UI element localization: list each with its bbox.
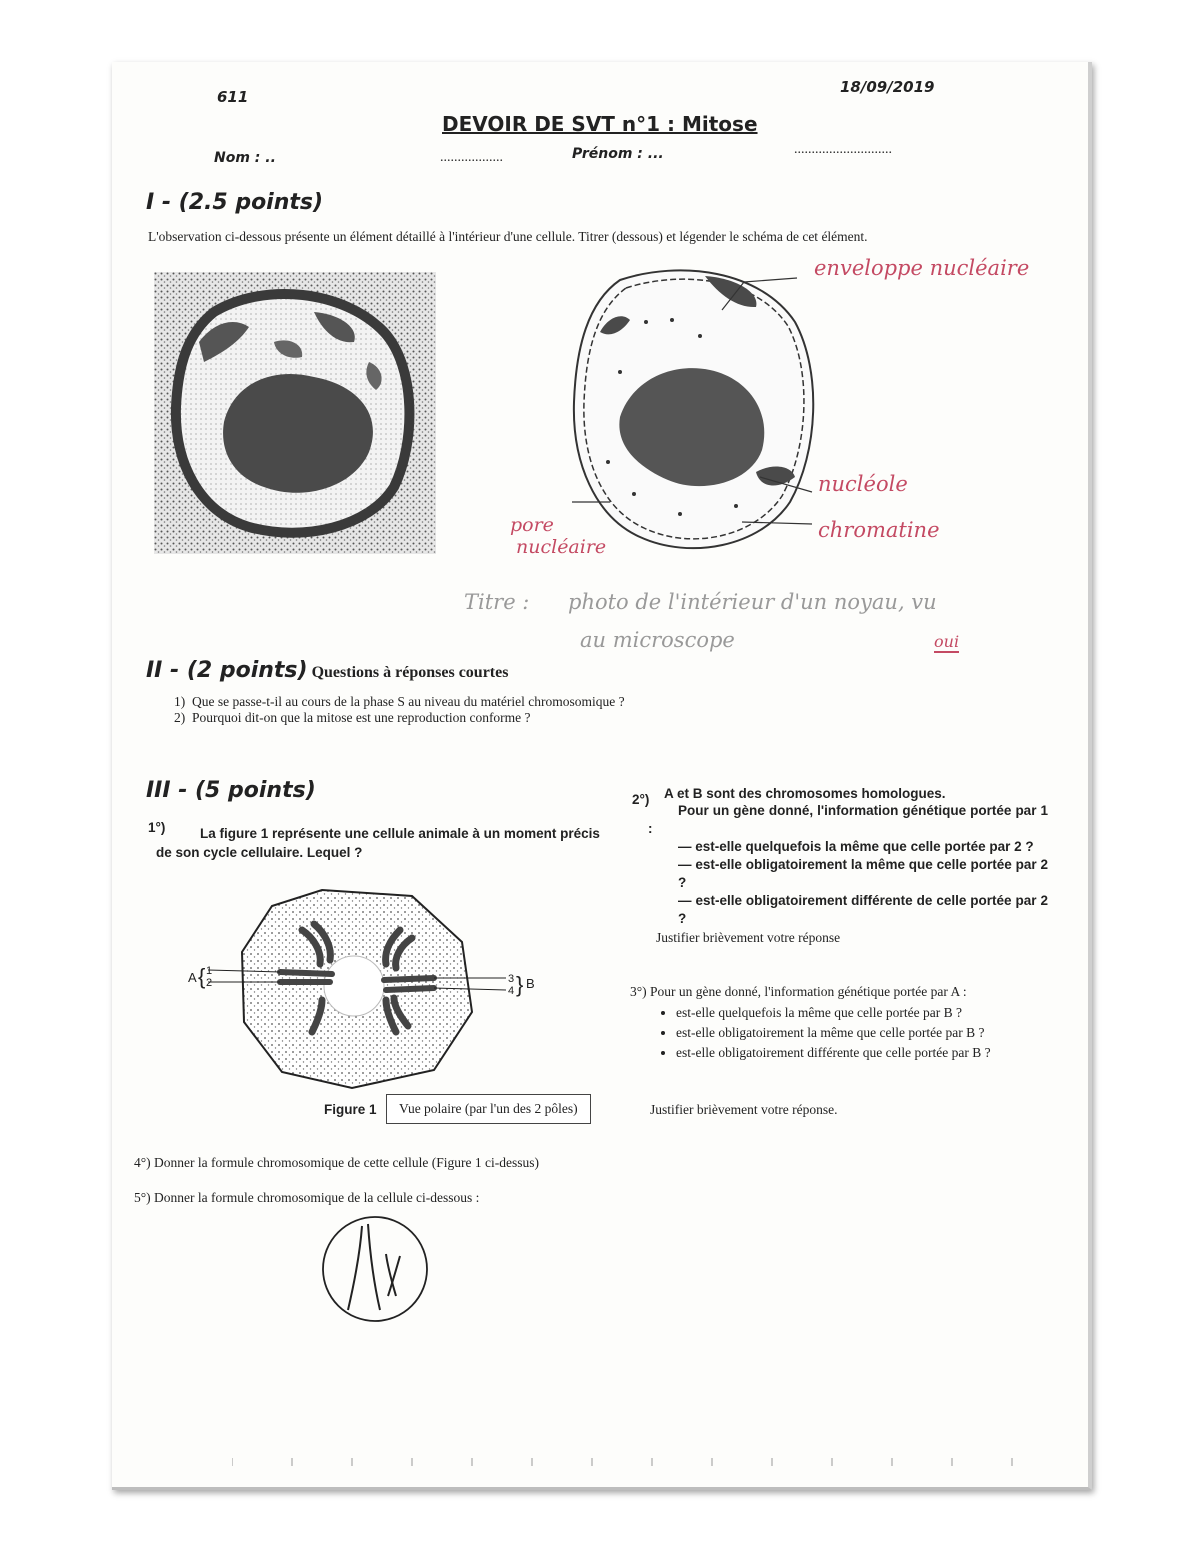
label-lines [492,252,912,552]
figure-label-4: 4 [508,985,515,997]
cell-diagram-q5 [320,1214,430,1324]
q3-items [658,1004,1076,1064]
question-1: 1) Que se passe-t-il au cours de la phase S au niveau du matériel chromosomique ? [174,694,625,709]
figure1-cell [172,882,542,1092]
bottom-edge-marks [232,1456,1072,1468]
section2-title: II - (2 points) [146,658,308,683]
figure-label-B: B [526,976,535,991]
figure-label-3: 3 [508,973,515,985]
q2-items [648,838,1048,928]
q1-num: 1°) [148,820,166,835]
answer-title-line1: photo de l'intérieur d'un noyau, vu [568,590,937,614]
question-2: 2) Pourquoi dit-on que la mitose est une reproduction conforme ? [174,710,531,725]
q3-justify: Justifier brièvement votre réponse. [650,1102,838,1117]
q3-item-2: • est-elle obligatoirement la même que celle portée par B ? [676,1024,1076,1042]
q1-text: La figure 1 représente une cellule animale à un moment précis de son cycle cellulaire. Lequel ? [156,826,600,860]
section1-title: I - (2.5 points) [146,190,324,215]
q2-justify: Justifier brièvement votre réponse [656,930,841,945]
q2-intro: A et B sont des chromosomes homologues. [664,786,946,801]
section3-title: III - (5 points) [146,778,316,803]
q2-item-3: — est-elle obligatoirement différente de celle portée par 2 ? [678,893,1048,926]
firstname-label: Prénom : ... [572,146,664,162]
name-label: Nom : .. [214,150,276,166]
name-field[interactable]: .................. [440,150,503,165]
figure1-caption-box: Vue polaire (par l'un des 2 pôles) [386,1094,591,1124]
label-pore-line1: pore [510,514,554,536]
q4-text: 4°) Donner la formule chromosomique de cette cellule (Figure 1 ci-dessus) [134,1155,540,1170]
answer-title-label: Titre : [464,590,530,614]
q5-text: 5°) Donner la formule chromosomique de la cellule ci-dessous : [134,1190,480,1205]
exam-sheet [112,62,1092,1490]
page-title: DEVOIR DE SVT n°1 : Mitose [442,112,758,136]
section2-subtitle: Questions à réponses courtes [311,664,509,681]
q2-text: Pour un gène donné, l'information génétique portée par 1 : [648,803,1048,836]
q3-item-3: • est-elle obligatoirement différente que celle portée par B ? [676,1044,1076,1062]
figure-label-2: 2 [206,977,213,989]
label-chromatin: chromatine [818,518,940,542]
nucleus-micrograph [154,272,436,554]
q2-item-2: — est-elle obligatoirement la même que celle portée par 2 ? [678,857,1048,890]
label-pore-line2: nucléaire [516,536,607,558]
label-nucleolus: nucléole [818,472,908,496]
figure-label-1: 1 [206,965,213,977]
firstname-field[interactable]: ............................ [794,142,892,157]
exam-date: 18/09/2019 [840,78,935,96]
figure-brace-right: } [516,972,524,997]
figure1-caption: Figure 1 [324,1102,377,1117]
section1-instruction: L'observation ci-dessous présente un élément détaillé à l'intérieur d'une cellule. Titrer (dessous) et légender le schéma de cet élément. [148,229,868,244]
q3-text: 3°) Pour un gène donné, l'information génétique portée par A : [630,984,967,999]
q3-item-1: • est-elle quelquefois la même que celle portée par B ? [676,1004,1076,1022]
q2-item-1: — est-elle quelquefois la même que celle portée par 2 ? [678,839,1034,854]
section2-questions [174,694,874,726]
answer-title-line2: au microscope [580,628,735,652]
section2-header [146,658,508,683]
q2-num: 2°) [632,792,650,807]
figure-label-A: A [188,970,197,985]
figure-brace-left: { [198,964,206,989]
teacher-mark: oui [934,632,960,651]
class-label: 611 [217,88,249,106]
label-envelope: enveloppe nucléaire [814,256,1030,280]
